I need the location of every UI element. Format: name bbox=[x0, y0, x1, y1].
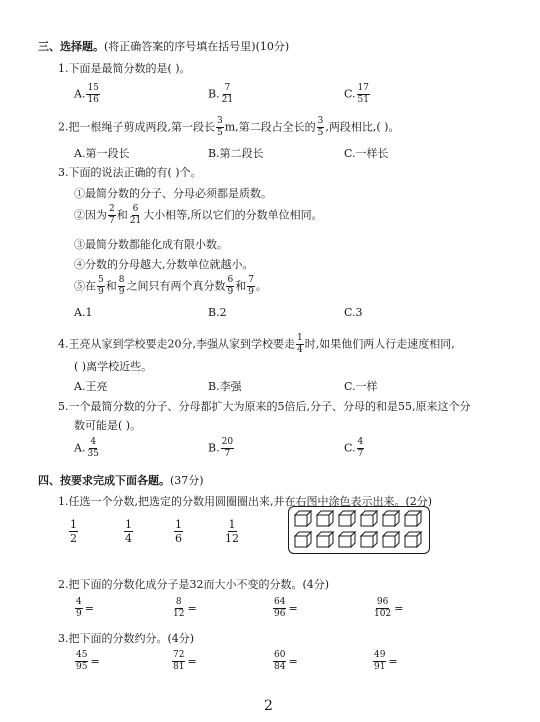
denominator: 81 bbox=[173, 662, 185, 672]
cube-grid[interactable] bbox=[288, 506, 430, 554]
text: m,第二段占全长的 bbox=[224, 120, 316, 134]
numerator: 96 bbox=[376, 597, 389, 607]
q3-2-option-b: B.第二段长 bbox=[208, 147, 264, 160]
fraction[interactable] bbox=[124, 519, 133, 544]
q3-3-statement-3: ③最简分数都能化成有限小数。 bbox=[74, 238, 228, 251]
fraction[interactable] bbox=[224, 519, 240, 544]
q4-3-item-4 bbox=[372, 651, 398, 672]
numerator: 6 bbox=[132, 204, 139, 214]
numerator: 2 bbox=[109, 204, 115, 214]
fraction bbox=[118, 276, 126, 297]
q3-3-option-b: B.2 bbox=[208, 306, 227, 319]
section-3-heading bbox=[38, 38, 289, 54]
text: 4.王亮从家到学校要走20分,李强从家到学校要走 bbox=[58, 337, 295, 351]
denominator: 7 bbox=[224, 449, 231, 459]
q3-5-option-b bbox=[208, 438, 235, 459]
option-label: B. bbox=[208, 441, 220, 455]
numerator: 7 bbox=[248, 275, 254, 285]
q3-3-option-a: A.1 bbox=[74, 306, 93, 319]
q4-3-item-1 bbox=[74, 651, 100, 672]
text: 时,如果他们两人行走速度相同, bbox=[304, 337, 455, 351]
equals-sign: = bbox=[388, 654, 398, 668]
numerator: 20 bbox=[221, 437, 234, 447]
numerator: 8 bbox=[118, 275, 125, 285]
section-4-title: 四、按要求完成下面各题。 bbox=[38, 474, 170, 487]
fraction[interactable] bbox=[174, 519, 183, 544]
q3-3-statement-5 bbox=[74, 276, 267, 297]
text: ⑤在 bbox=[74, 279, 96, 293]
q3-5-line2: 数可能是( )。 bbox=[74, 419, 142, 432]
fraction bbox=[357, 84, 370, 105]
cube-icon[interactable] bbox=[294, 510, 313, 527]
q3-3-statement-2 bbox=[74, 205, 323, 226]
fraction bbox=[86, 438, 99, 459]
denominator: 16 bbox=[87, 95, 99, 105]
q3-2-option-c: C.一样长 bbox=[344, 147, 389, 160]
cube-icon[interactable] bbox=[404, 510, 423, 527]
denominator: 102 bbox=[374, 609, 392, 619]
numerator: 1 bbox=[125, 518, 132, 531]
denominator: 12 bbox=[225, 532, 239, 545]
q4-3-stem: 3.把下面的分数约分。(4分) bbox=[58, 632, 195, 645]
fraction bbox=[373, 651, 386, 672]
denominator: 4 bbox=[297, 345, 303, 355]
denominator: 6 bbox=[175, 532, 182, 545]
option-label: C. bbox=[344, 87, 356, 101]
q3-3-statement-1: ①最简分数的分子、分母必须都是质数。 bbox=[74, 187, 272, 200]
denominator: 21 bbox=[221, 95, 234, 105]
denominator: 96 bbox=[274, 609, 286, 619]
fraction bbox=[273, 651, 286, 672]
denominator: 5 bbox=[317, 128, 324, 138]
numerator: 1 bbox=[297, 333, 303, 343]
fraction bbox=[86, 84, 99, 105]
equals-sign: = bbox=[288, 654, 298, 668]
fraction bbox=[108, 205, 116, 226]
cube-icon[interactable] bbox=[360, 531, 379, 548]
text: 。 bbox=[255, 279, 267, 293]
q4-2-item-2 bbox=[171, 598, 197, 619]
fraction bbox=[247, 276, 255, 297]
fraction bbox=[296, 334, 304, 355]
numerator: 4 bbox=[357, 437, 364, 447]
option-label: B. bbox=[208, 87, 220, 101]
denominator: 9 bbox=[227, 287, 234, 297]
q4-3-item-2 bbox=[171, 651, 197, 672]
numerator: 17 bbox=[357, 83, 369, 93]
equals-sign: = bbox=[187, 654, 197, 668]
denominator: 12 bbox=[173, 609, 185, 619]
q4-1-fraction-4[interactable] bbox=[223, 519, 241, 544]
denominator: 4 bbox=[125, 532, 132, 545]
q3-1-stem: 1.下面是最简分数的是( )。 bbox=[58, 62, 191, 75]
q4-2-item-3 bbox=[272, 598, 298, 619]
equals-sign: = bbox=[84, 601, 94, 615]
section-4-heading bbox=[38, 472, 204, 488]
fraction bbox=[357, 438, 365, 459]
fraction bbox=[75, 651, 88, 672]
text: ②因为 bbox=[74, 208, 107, 222]
q3-2-option-a: A.第一段长 bbox=[74, 147, 130, 160]
q4-2-item-1 bbox=[74, 598, 94, 619]
fraction bbox=[75, 598, 83, 619]
text: 和 bbox=[105, 279, 117, 293]
text: 之间只有两个真分数 bbox=[126, 279, 226, 293]
numerator: 1 bbox=[175, 518, 182, 531]
q3-4-option-a: A.王亮 bbox=[74, 380, 108, 393]
denominator: 2 bbox=[70, 532, 77, 545]
q4-1-fraction-2[interactable] bbox=[123, 519, 134, 544]
fraction bbox=[216, 117, 224, 138]
cube-icon[interactable] bbox=[404, 531, 423, 548]
q4-2-item-4 bbox=[372, 598, 403, 619]
numerator: 3 bbox=[217, 116, 223, 126]
text: 和 bbox=[116, 208, 128, 222]
option-label: A. bbox=[74, 441, 86, 455]
q4-1-stem: 1.任选一个分数,把选定的分数用圆圈圈出来,并在右图中涂色表示出来。(2分) bbox=[58, 495, 433, 508]
denominator: 9 bbox=[76, 609, 82, 619]
equals-sign: = bbox=[90, 654, 100, 668]
section-3-note: (将正确答案的序号填在括号里)(10分) bbox=[104, 40, 290, 53]
fraction bbox=[172, 598, 185, 619]
equals-sign: = bbox=[394, 601, 404, 615]
denominator: 5 bbox=[217, 128, 223, 138]
fraction bbox=[226, 276, 234, 297]
numerator: 4 bbox=[76, 597, 82, 607]
q3-5-line1: 5.一个最简分数的分子、分母都扩大为原来的5倍后,分子、分母的和是55,原来这个分 bbox=[58, 400, 471, 413]
fraction bbox=[129, 205, 142, 226]
denominator: 9 bbox=[248, 287, 254, 297]
numerator: 72 bbox=[173, 650, 185, 660]
numerator: 64 bbox=[274, 597, 286, 607]
q4-2-stem: 2.把下面的分数化成分子是32而大小不变的分数。(4分) bbox=[58, 578, 330, 591]
q4-1-fraction-1[interactable] bbox=[68, 519, 79, 544]
cube-icon[interactable] bbox=[382, 531, 401, 548]
denominator: 9 bbox=[98, 287, 104, 297]
q3-5-option-c bbox=[344, 438, 365, 459]
q4-1-fraction-3[interactable] bbox=[173, 519, 184, 544]
q3-4-option-c: C.一样 bbox=[344, 380, 378, 393]
text: 和 bbox=[235, 279, 247, 293]
text: ,两段相比,( )。 bbox=[325, 120, 400, 134]
numerator: 4 bbox=[90, 437, 97, 447]
numerator: 8 bbox=[175, 597, 182, 607]
denominator: 35 bbox=[87, 449, 99, 459]
denominator: 51 bbox=[357, 95, 369, 105]
denominator: 95 bbox=[76, 662, 88, 672]
denominator: 21 bbox=[129, 216, 142, 226]
q3-2-stem bbox=[58, 117, 399, 138]
numerator: 60 bbox=[274, 650, 286, 660]
denominator: 84 bbox=[274, 662, 286, 672]
q3-5-option-a bbox=[74, 438, 101, 459]
fraction bbox=[221, 438, 234, 459]
cube-icon[interactable] bbox=[338, 531, 357, 548]
denominator: 7 bbox=[357, 449, 364, 459]
fraction bbox=[273, 598, 286, 619]
q3-4-line2: ( )离学校近些。 bbox=[74, 360, 153, 373]
fraction[interactable] bbox=[69, 519, 78, 544]
option-label: A. bbox=[74, 87, 86, 101]
denominator: 7 bbox=[109, 216, 115, 226]
numerator: 3 bbox=[317, 116, 324, 126]
numerator: 5 bbox=[98, 275, 104, 285]
denominator: 91 bbox=[374, 662, 386, 672]
numerator: 45 bbox=[76, 650, 88, 660]
numerator: 1 bbox=[70, 518, 77, 531]
fraction bbox=[172, 651, 185, 672]
q3-4-option-b: B.李强 bbox=[208, 380, 242, 393]
numerator: 6 bbox=[227, 275, 234, 285]
equals-sign: = bbox=[288, 601, 298, 615]
numerator: 15 bbox=[87, 83, 99, 93]
denominator: 9 bbox=[118, 287, 125, 297]
numerator: 1 bbox=[228, 518, 236, 531]
text: 2.把一根绳子剪成两段,第一段长 bbox=[58, 120, 215, 134]
fraction bbox=[317, 117, 325, 138]
q3-3-option-c: C.3 bbox=[344, 306, 363, 319]
q3-4-stem bbox=[58, 334, 455, 355]
fraction bbox=[373, 598, 392, 619]
cube-icon[interactable] bbox=[294, 531, 313, 548]
numerator: 49 bbox=[374, 650, 386, 660]
fraction bbox=[221, 84, 234, 105]
option-label: C. bbox=[344, 441, 356, 455]
q3-1-option-c bbox=[344, 84, 371, 105]
cube-icon[interactable] bbox=[338, 510, 357, 527]
cube-icon[interactable] bbox=[382, 510, 401, 527]
cube-icon[interactable] bbox=[360, 510, 379, 527]
q4-3-item-3 bbox=[272, 651, 298, 672]
fraction bbox=[97, 276, 105, 297]
q3-1-option-b bbox=[208, 84, 235, 105]
cube-icon[interactable] bbox=[316, 510, 335, 527]
q3-1-option-a bbox=[74, 84, 101, 105]
page-number: 2 bbox=[264, 698, 273, 714]
section-3-title: 三、选择题。 bbox=[38, 40, 104, 53]
text: 大小相等,所以它们的分数单位相同。 bbox=[143, 208, 323, 222]
section-4-note: (37分) bbox=[170, 474, 204, 487]
equals-sign: = bbox=[187, 601, 197, 615]
cube-icon[interactable] bbox=[316, 531, 335, 548]
numerator: 7 bbox=[224, 83, 231, 93]
q3-3-stem: 3.下面的说法正确的有( )个。 bbox=[58, 166, 202, 179]
q3-3-statement-4: ④分数的分母越大,分数单位就越小。 bbox=[74, 258, 254, 271]
